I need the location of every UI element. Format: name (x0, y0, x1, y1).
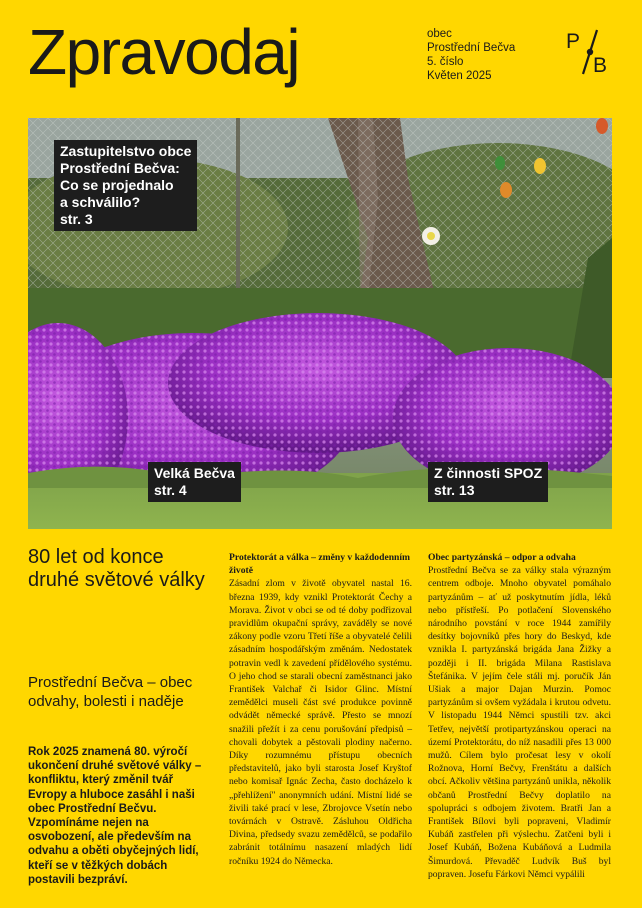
caption-line: Co se projednalo (60, 177, 174, 193)
column-text: Prostřední Bečva se za války stala výrazným centrem odboje. Mnoho obyvatel pomáhalo partyzánům – ať už poskytnutím jídla, léků nebo přístřeší. Po potlačení Slovenského národního povstání v roce 1944 zamířily desítky bojovníků přes hory do Beskyd, kde vznikla I. partyzánská brigáda Jana Žižky a později i II. brigáda Milana Rastislava Štefánika. V jejím čele stáli mj. poručík Ján Ušiak a major Dajan Murzin. Pomoc partyzánům si ovšem vyžádala i krutou odvetu. V listopadu 1944 Němci spustili tzv. akci Tetřev, největší protipartyzánskou operaci na území Protektorátu, do níž nasadili přes 13 000 mužů. Cílem bylo pročesat lesy v okolí Rožnova, Horní Bečvy, Frenštátu a dalších obcí. Ačkoliv většina partyzánů unikla, několik občanů Prostřední Bečvy doplatilo na spolupráci s odbojem životem. Bratři Jan a František Bílovi byli popraveni, Vladimír Kubáň zastřelen při výslechu. Zatčeni byli i Josef Kubáň, Božena Kubáňová a Ludmila Šimurdová. Převaděč Ludvík Buš byl popraven. Josefu Fárkovi Němci vypálili (428, 565, 611, 880)
newsletter-title: Zpravodaj (28, 16, 300, 88)
caption-page: str. 4 (154, 482, 187, 498)
issue-info (427, 27, 515, 83)
issue-line-number: 5. číslo (427, 56, 464, 68)
caption-page: str. 3 (60, 211, 93, 227)
logo-letter-b: B (593, 54, 608, 76)
logo-letter-p: P (566, 30, 581, 53)
column-heading: Protektorát a válka – změny v každodenním životě (229, 552, 411, 577)
caption-spoz[interactable] (428, 462, 548, 502)
column-text: Zásadní zlom v životě obyvatel nastal 16. března 1939, kdy vznikl Protektorát Čechy a Morava. Život v obci se od té doby podřizoval pravidlům okupační správy, zaváděly se nové zákony podle vzoru Třetí říše a obyvatelé čelili zásadním hospodářským změnám. Nedostatek potravin vedl k zavedení přídělového systému. O jeho chod se starali obecní zaměstnanci jako František Valchař či Isidor Glinc. Místní zemědělci museli část své produkce povinně odvádět německé správě. Přesto se mnozí snažili přežít i za cenu porušování předpisů – chovali dobytek a pěstovali plodiny načerno. Díky rozumnému přístupu obecních představitelů, jako byli starosta Josef Kryštof nebo komisař Ignác Zecha, často docházelo k „přehlížení" anonymních udání. Místní lidé se živili také prací v lese, Zbrojovce Vsetín nebo továrnách v Ostravě. Zásluhou Oldřicha Divina, předsedy svazu zemědělců, se podařilo zabránit totálnímu nasazení mladých lidí ročníku 1924 do Německa. (229, 578, 412, 867)
column-heading: Obec partyzánská – odpor a odvaha (428, 552, 576, 563)
article-column-1 (229, 551, 412, 868)
article-lead: Rok 2025 znamená 80. výročí ukončení druhé světové války – konfliktu, který změnil tvář Evropy a hluboce zasáhl i naši obec Prostřední Bečvu. Vzpomínáme nejen na osvobození, ale především na odvahu a oběti obyčejných lidí, kteří se v těžkých dobách postavili bezpráví. (28, 746, 202, 886)
caption-council[interactable] (54, 140, 197, 231)
issue-line-village: obec (427, 28, 452, 40)
village-logo (566, 28, 616, 76)
issue-line-name: Prostřední Bečva (427, 42, 516, 54)
caption-line: Velká Bečva (154, 465, 235, 481)
article-subheadline: Prostřední Bečva – obec odvahy, bolesti i naděje (28, 674, 193, 710)
article-column-2 (428, 551, 611, 881)
masthead (0, 0, 642, 118)
caption-line: Zastupitelstvo obce (60, 143, 192, 159)
article-headline: 80 let od konce druhé světové války (28, 546, 205, 591)
caption-line: Prostřední Bečva: (60, 160, 180, 176)
caption-page: str. 13 (434, 482, 475, 498)
caption-velka-becva[interactable] (148, 462, 241, 502)
caption-line: a schválilo? (60, 194, 141, 210)
caption-line: Z činnosti SPOZ (434, 465, 543, 481)
issue-line-date: Květen 2025 (427, 70, 492, 82)
